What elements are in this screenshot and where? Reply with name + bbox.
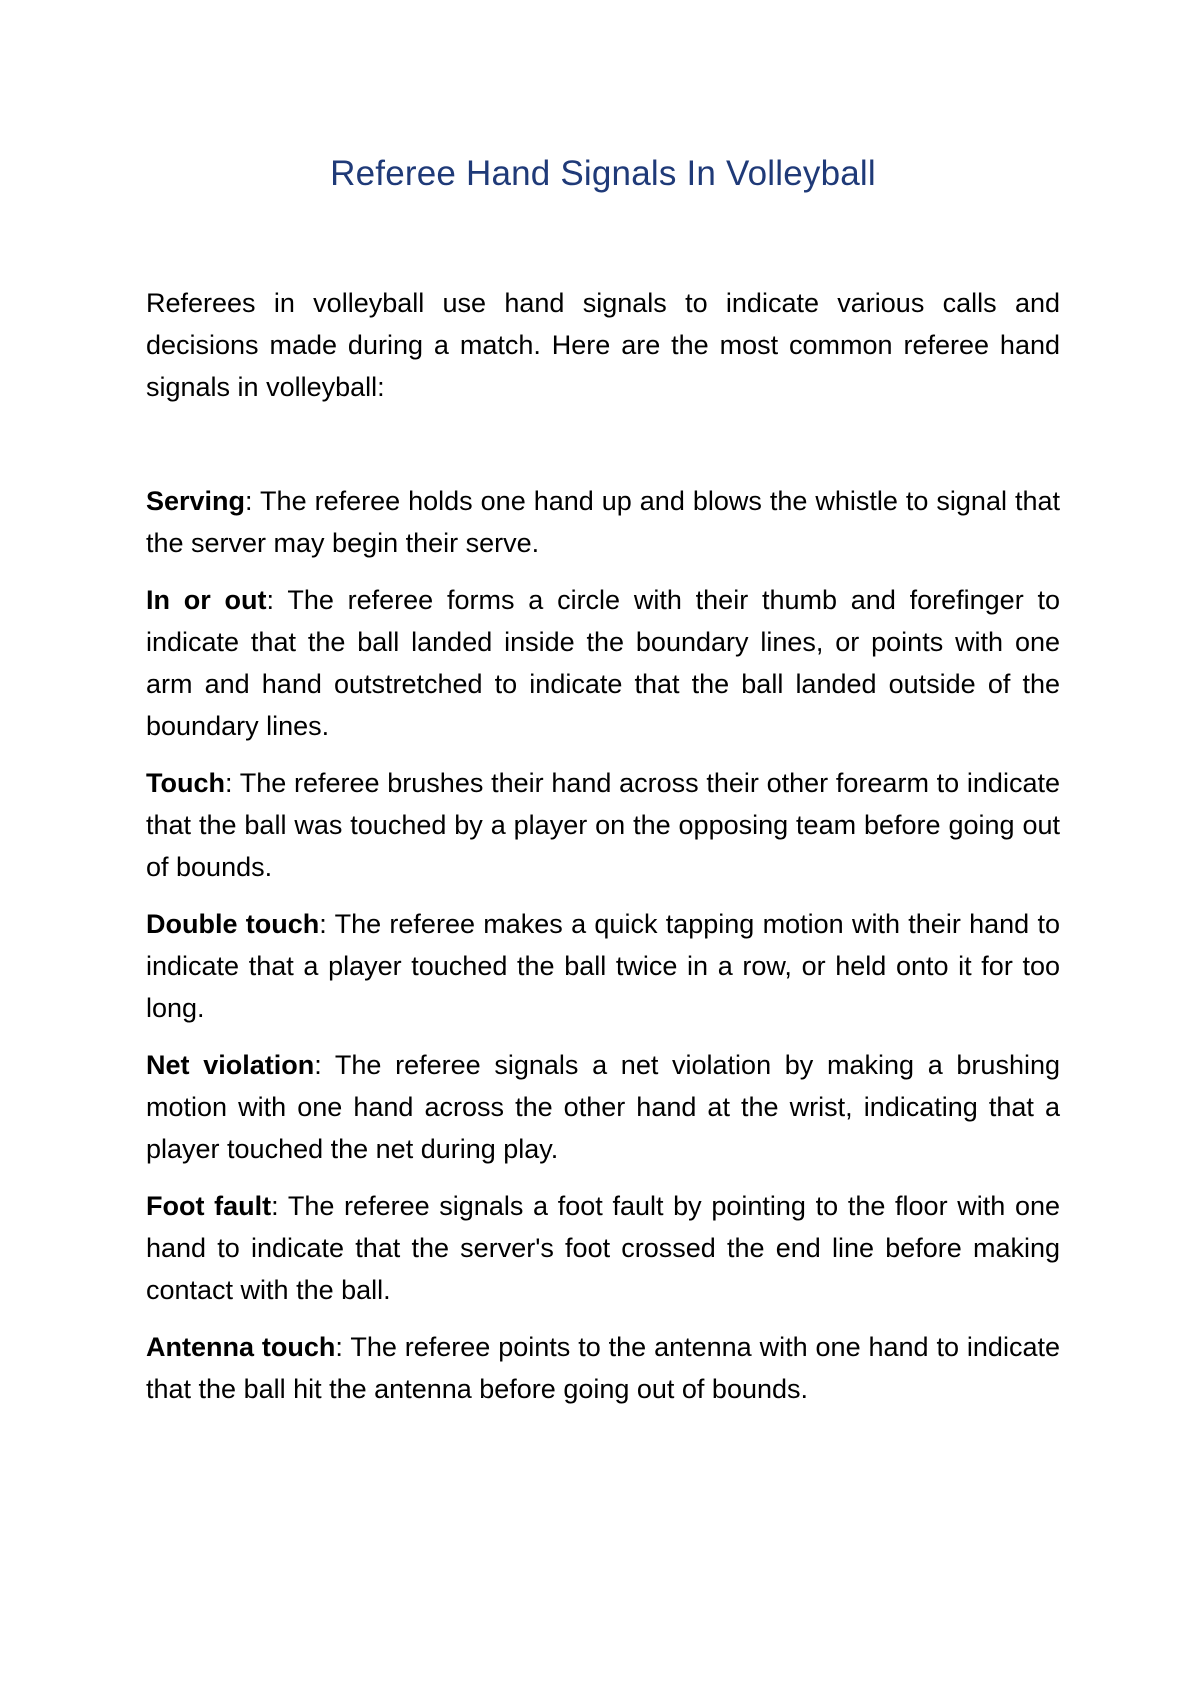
intro-paragraph: Referees in volleyball use hand signals to indicate various calls and decisions made during a match. Here are the most common referee hand signals in volleyball: bbox=[146, 288, 1060, 402]
signal-net-violation bbox=[146, 1044, 1060, 1170]
signal-touch bbox=[146, 762, 1060, 888]
signal-serving bbox=[146, 480, 1060, 564]
signal-term: In or out bbox=[146, 585, 267, 615]
signal-double-touch bbox=[146, 903, 1060, 1029]
signals-list bbox=[146, 480, 1060, 1410]
signal-term: Double touch bbox=[146, 909, 320, 939]
signal-in-or-out bbox=[146, 579, 1060, 747]
signal-description: : The referee brushes their hand across their other forearm to indicate that the ball was touched by a player on the opposing team before going out of bounds. bbox=[146, 768, 1060, 882]
signal-description: : The referee points to the antenna with one hand to indicate that the ball hit the antenna before going out of bounds. bbox=[146, 1332, 1060, 1404]
signal-description: : The referee holds one hand up and blows the whistle to signal that the server may begin their serve. bbox=[146, 486, 1060, 558]
signal-term: Antenna touch bbox=[146, 1332, 336, 1362]
signal-foot-fault bbox=[146, 1185, 1060, 1311]
signal-description: : The referee forms a circle with their thumb and forefinger to indicate that the ball landed inside the boundary lines, or points with one arm and hand outstretched to indicate that the ball landed outside of the boundary lines. bbox=[146, 585, 1060, 741]
signal-term: Foot fault bbox=[146, 1191, 272, 1221]
signal-description: : The referee signals a foot fault by pointing to the floor with one hand to indicate that the server's foot crossed the end line before making contact with the ball. bbox=[146, 1191, 1060, 1305]
signal-description: : The referee signals a net violation by making a brushing motion with one hand across the other hand at the wrist, indicating that a player touched the net during play. bbox=[146, 1050, 1060, 1164]
signal-antenna-touch bbox=[146, 1326, 1060, 1410]
signal-description: : The referee makes a quick tapping motion with their hand to indicate that a player touched the ball twice in a row, or held onto it for too long. bbox=[146, 909, 1060, 1023]
page-title: Referee Hand Signals In Volleyball bbox=[330, 154, 876, 193]
signal-term: Touch bbox=[146, 768, 225, 798]
signal-term: Serving bbox=[146, 486, 246, 516]
signal-term: Net violation bbox=[146, 1050, 315, 1080]
